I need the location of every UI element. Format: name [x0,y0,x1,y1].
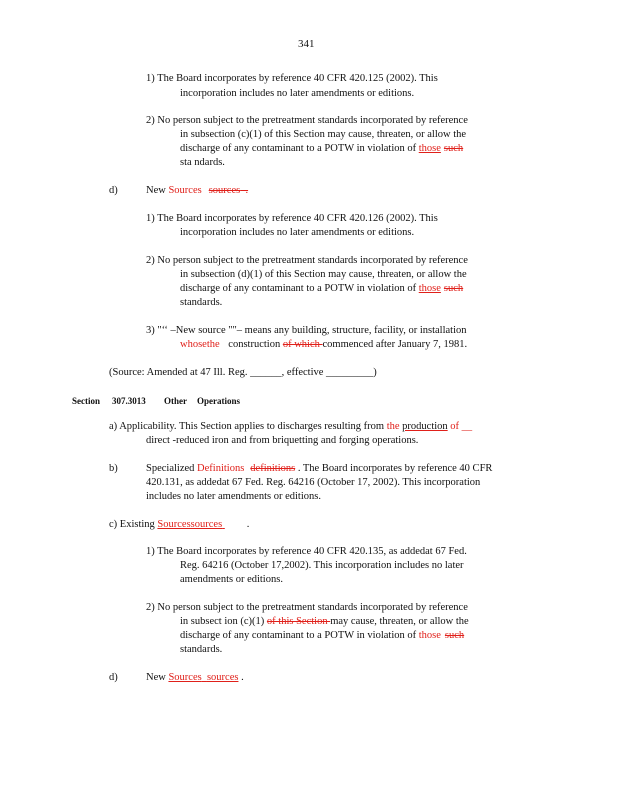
b-label: b) [109,463,118,474]
d2-line3-text: discharge of any contaminant to a POTW in violation of [180,283,419,294]
cc1-line3: amendments or editions. [180,574,283,585]
cc2-line4: standards. [180,644,223,655]
inserted-text: of [447,421,460,432]
section-title-2: Operations [197,396,241,406]
d3-line2 [180,338,467,352]
cc2-line2: in subsect ion (c)(1) of this Section may cause, threaten, or allow the [180,616,469,627]
inserted-text: Sources [168,672,202,683]
deleted-text: sources [208,185,241,196]
b-line3: includes no later amendments or editions. [146,491,321,502]
c2-line4: sta ndards. [180,157,225,168]
d-heading-text: New [146,185,169,196]
b-line1-text: Specialized [146,463,198,474]
d2-line1: 2) No person subject to the pretreatment standards incorporated by reference [146,255,468,266]
dd-label: d) [109,672,118,683]
cc2-line3 [180,629,464,643]
c-heading-text: c) Existing [109,519,158,530]
d1-line1: 1) The Board incorporates by reference 40 CFR 420.126 (2002). This [146,213,438,224]
dd-heading: New Sources sources . [146,672,244,683]
d1-line2: incorporation includes no later amendments or editions. [180,227,415,238]
deleted-text: such [443,283,464,294]
cc2-line1: 2) No person subject to the pretreatment standards incorporated by reference [146,602,468,613]
a-line1: a) Applicability. This Section applies to discharges resulting from the production of __ [109,421,473,432]
deleted-text: such [443,143,464,154]
deleted-text: of this Section [266,616,331,627]
source-note: (Source: Amended at 47 Ill. Reg. ______, effective _________) [109,367,377,378]
cc1-line1: 1) The Board incorporates by reference 40 CFR 420.135, as addedat 67 Fed. [146,546,467,557]
inserted-text-2: sources [206,672,239,683]
d-label: d) [109,185,118,196]
d3-line2-text: construction [225,339,283,350]
cc2-line2-text: in subsect ion (c)(1) [180,616,267,627]
inserted-text: whosethe [180,339,220,350]
inserted-text: the [386,421,400,432]
deleted-text: definitions [250,463,296,474]
inserted-text: Sources [168,185,202,196]
inserted-text: Definitions [197,463,245,474]
cc2-line3-text: discharge of any contaminant to a POTW in violation of [180,630,419,641]
b-line2: 420.131, as addedat 67 Fed. Reg. 64216 (October 17, 2002). This incorporation [146,477,481,488]
c-heading: c) Existing Sourcessources . [109,519,250,530]
a-line2: direct -reduced iron and from briquetting and forging operations. [146,435,419,446]
inserted-text: those [418,283,441,294]
d2-line2: in subsection (d)(1) of this Section may cause, threaten, or allow the [180,269,467,280]
b-line1: Specialized Definitions definitions . The Board incorporates by reference 40 CFR [146,463,493,474]
production-text: production [402,421,448,432]
d2-line3 [180,282,463,296]
c1-line1: 1) The Board incorporates by reference 40 CFR 420.125 (2002). This [146,73,438,84]
dd-heading-text: New [146,672,169,683]
cc1-line2: Reg. 64216 (October 17,2002). This incorporation includes no later [180,560,464,571]
inserted-text: those [418,630,441,641]
section-number: 307.3013 [112,396,146,406]
section-title: Other [164,396,187,406]
section-label: Section [72,396,100,406]
inserted-text: those [418,143,441,154]
c2-line3-text: discharge of any contaminant to a POTW in violation of [180,143,419,154]
d3-line2-tail: commenced after January 7, 1981. [322,339,468,350]
a-line1-text: a) Applicability. This Section applies to discharges resulting from [109,421,387,432]
d2-line4: standards. [180,297,223,308]
deleted-text: of which [282,339,323,350]
c2-line3 [180,142,463,156]
c2-line2: in subsection (c)(1) of this Section may cause, threaten, or allow the [180,129,467,140]
inserted-text: Sourcessources [157,519,223,530]
c2-line1: 2) No person subject to the pretreatment standards incorporated by reference [146,115,468,126]
c1-line2: incorporation includes no later amendments or editions. [180,88,415,99]
d3-line1: 3) "‘‘ –New source ""– means any building, structure, facility, or installation [146,325,467,336]
page-number: 341 [298,38,315,50]
deleted-text: such [444,630,465,641]
d-heading: New Sources sources . [146,185,249,196]
